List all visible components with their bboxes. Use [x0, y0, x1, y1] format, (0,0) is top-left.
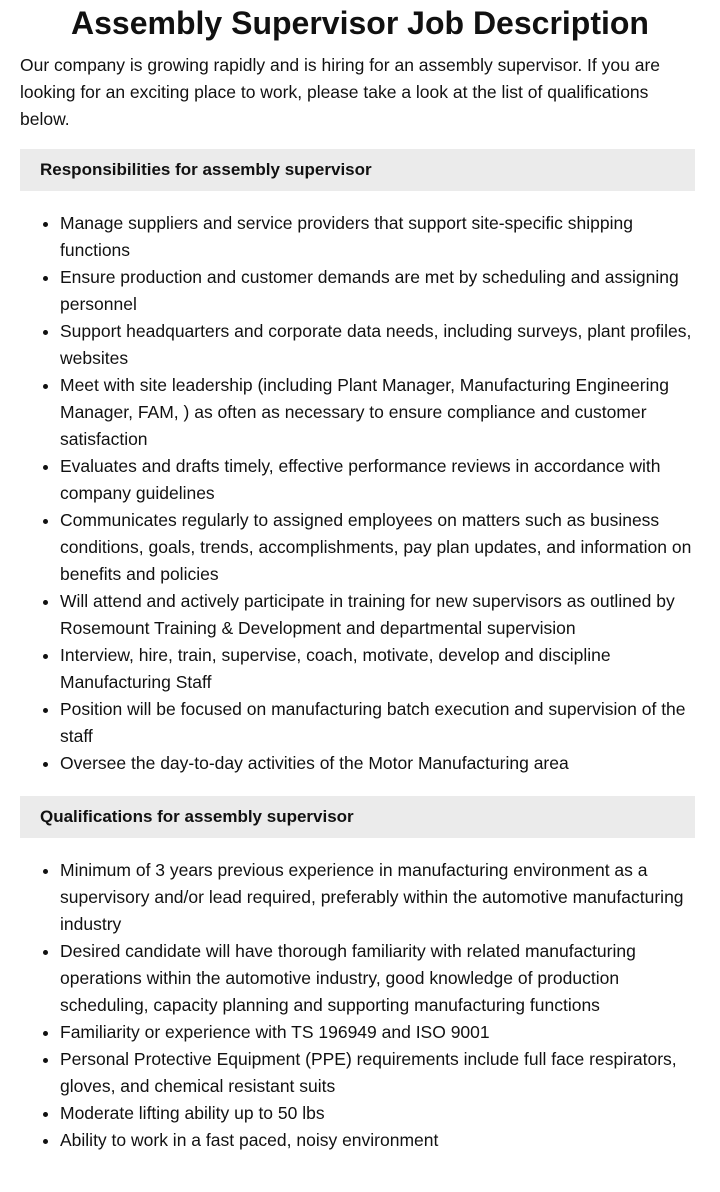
qualifications-heading: Qualifications for assembly supervisor [20, 796, 695, 838]
list-item: • Position will be focused on manufacturing batch execution and supervision of the staff [60, 696, 695, 750]
list-item: • Evaluates and drafts timely, effective performance reviews in accordance with company guidelines [60, 453, 695, 507]
list-item: • Communicates regularly to assigned employees on matters such as business conditions, goals, trends, accomplishments, pay plan updates, and information on benefits and policies [60, 507, 695, 588]
list-item: • Ensure production and customer demands are met by scheduling and assigning personnel [60, 264, 695, 318]
list-item: • Meet with site leadership (including Plant Manager, Manufacturing Engineering Manager, FAM, ) as often as necessary to ensure compliance and customer satisfaction [60, 372, 695, 453]
responsibilities-list [20, 210, 695, 777]
list-item: • Personal Protective Equipment (PPE) requirements include full face respirators, gloves, and chemical resistant suits [60, 1046, 695, 1100]
page-title: Assembly Supervisor Job Description [71, 5, 649, 41]
responsibilities-heading: Responsibilities for assembly supervisor [20, 149, 695, 191]
list-item: • Minimum of 3 years previous experience in manufacturing environment as a supervisory and/or lead required, preferably within the automotive manufacturing industry [60, 857, 695, 938]
list-item: • Will attend and actively participate in training for new supervisors as outlined by Rosemount Training & Development and departmental supervision [60, 588, 695, 642]
intro-paragraph: Our company is growing rapidly and is hiring for an assembly supervisor. If you are looking for an exciting place to work, please take a look at the list of qualifications below. [20, 55, 661, 129]
list-item: • Ability to work in a fast paced, noisy environment [60, 1127, 695, 1154]
list-item: • Desired candidate will have thorough familiarity with related manufacturing operations within the automotive industry, good knowledge of production scheduling, capacity planning and supporting manufacturing functions [60, 938, 695, 1019]
qualifications-list [20, 857, 695, 1154]
list-item: • Moderate lifting ability up to 50 lbs [60, 1100, 695, 1127]
list-item: • Familiarity or experience with TS 196949 and ISO 9001 [60, 1019, 695, 1046]
list-item: • Support headquarters and corporate data needs, including surveys, plant profiles, websites [60, 318, 695, 372]
list-item: • Manage suppliers and service providers that support site-specific shipping functions [60, 210, 695, 264]
list-item: • Oversee the day-to-day activities of the Motor Manufacturing area [60, 750, 695, 777]
list-item: • Interview, hire, train, supervise, coach, motivate, develop and discipline Manufacturing Staff [60, 642, 695, 696]
